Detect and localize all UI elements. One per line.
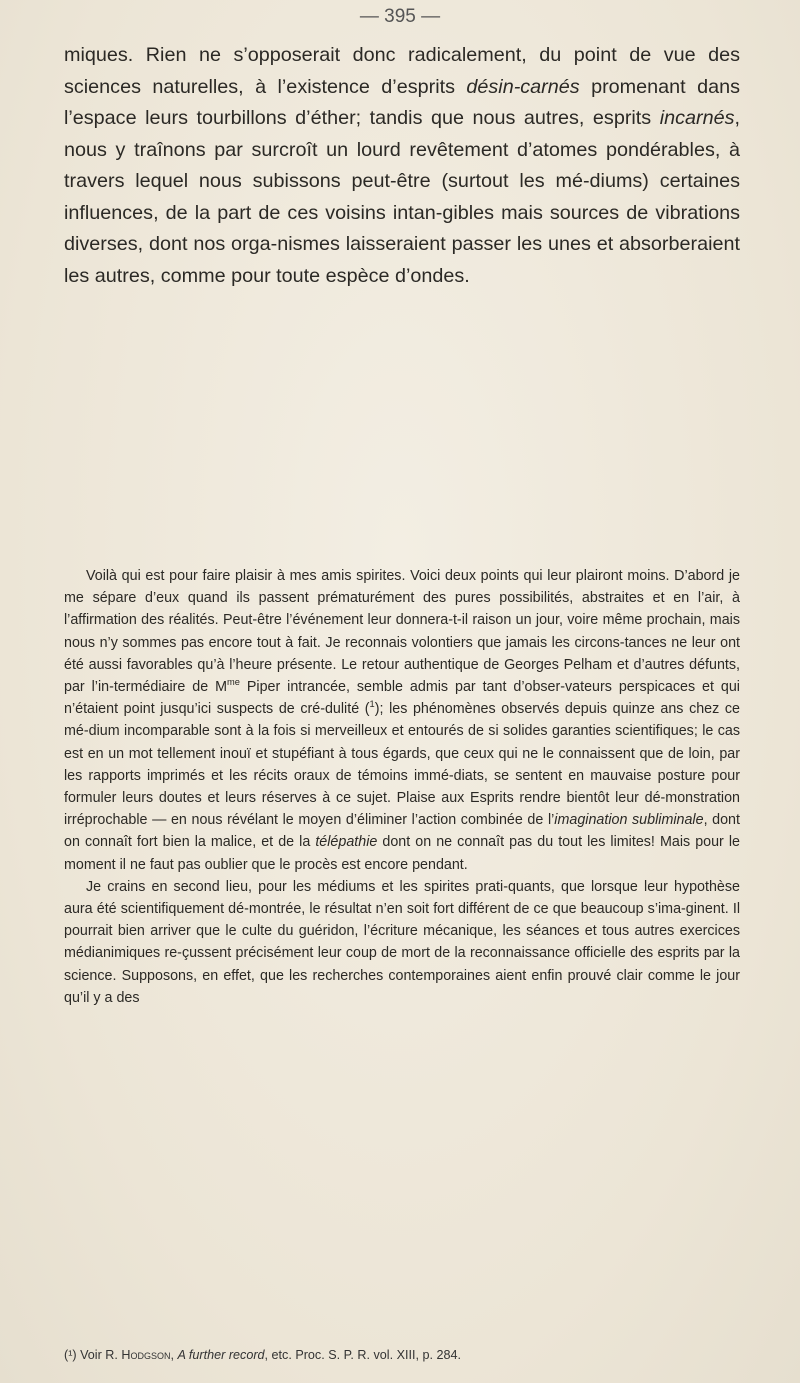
paragraph-2: [64, 565, 740, 876]
text-run: promenant dans l’espace leurs tourbillons d’éther; tandis que nous autres, esprits: [64, 75, 740, 129]
text-run: ); les phénomènes observés depuis quinze ans chez ce mé-dium incomparable sont à la fois si merveilleux et entourés de si solides garanties scientifiques; le cas est en un mot tellement inouï et stupéfiant à tous égards, que ceux qui ne le connaissent que de loin, par les rapports imprimés et les récits oraux de témoins immé-diats, se sentent en mauvaise posture pour formuler leurs doutes et leurs réserves à ce sujet. Plaise aux Esprits rendre bientôt leur dé-monstration irréprochable — en nous révélant le moyen d’éliminer l’action combinée de l’: [64, 701, 740, 829]
footnote-author: Hodgson: [121, 1348, 171, 1362]
text-run: miques. Rien ne s’opposerait donc radicalement, du point de vue des sciences naturelles, à l’existence d’esprits: [64, 44, 740, 98]
text-run: ,: [170, 1348, 178, 1362]
text-run: , dont on connaît fort bien la malice, et de la: [64, 812, 740, 851]
main-paragraph: [64, 40, 740, 292]
text-run: Piper intrancée, semble admis par tant d’obser-vateurs perspicaces et qui n’étaient point jusqu’ici suspects de cré-dulité (: [64, 679, 740, 718]
italic-telepathie: télépathie: [315, 834, 378, 851]
paragraph-3: Je crains en second lieu, pour les médiums et les spirites prati-quants, que lorsque leur hypothèse aura été scientifiquement dé-montrée, le résultat n’en soit fort différent de ce que beaucoup s’ima-ginent. Il pourrait bien arriver que le culte du guéridon, l’écriture mécanique, les séances et tous autres exercices médianimiques re-çussent précisément leur coup de mort de la reconnaissance officielle des esprits par la science. Supposons, en effet, que les recherches contemporaines aient enfin prouvé clair comme le jour qu’il y a des: [64, 878, 740, 1006]
page-number: — 395 —: [359, 6, 441, 27]
footnote: [64, 1348, 740, 1362]
text-run: Voilà qui est pour faire plaisir à mes amis spirites. Voici deux points qui leur plairont moins. D’abord je me sépare d’eux quand ils passent prématurément des pures possibilités, abstraites et en l’air, à l’affirmation des réalités. Peut-être l’événement leur donnera-t-il raison un jour, voire même prochain, mais nous n’y sommes pas encore tout à fait. Je reconnais volontiers que jamais les circons-tances ne leur ont été aussi favorables qu’à l’heure présente. Le retour authentique de Georges Pelham et d’autres défunts, par l’in-termédiaire de M: [64, 568, 740, 696]
footnote-mark: (¹): [64, 1348, 77, 1362]
footnote-title: A further record: [177, 1348, 265, 1362]
text-run: dont on ne connaît pas du tout les limites! Mais pour le moment il ne faut pas oublier que le procès est encore pendant.: [64, 834, 740, 873]
paragraph-1: [64, 40, 740, 292]
italic-imagination: imagination subliminale: [554, 812, 704, 829]
small-text-block: [64, 565, 740, 1009]
italic-desincarnes: désin-carnés: [466, 75, 580, 98]
italic-incarnes: incarnés: [659, 107, 735, 129]
footnote-ref: 1: [369, 699, 375, 710]
text-run: Voir R.: [76, 1348, 122, 1362]
superscript-me: me: [227, 677, 240, 688]
text-run: , etc. Proc. S. P. R. vol. XIII, p. 284.: [264, 1348, 461, 1362]
text-run: , nous y traînons par surcroît un lourd revêtement d’atomes pondérables, à travers lequel nous subissons peut-être (surtout les mé-diums) certaines influences, de la part de ces voisins intan-gibles mais sources de vibrations diverses, dont nos orga-nismes laisseraient passer les unes et absorberaient les autres, comme pour toute espèce d’ondes.: [64, 107, 740, 287]
